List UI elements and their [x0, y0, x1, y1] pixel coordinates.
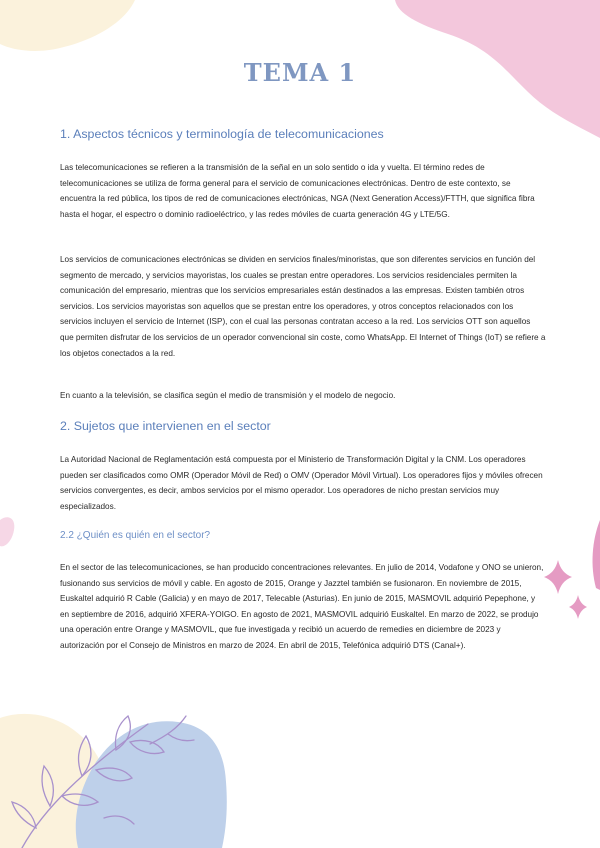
section-1-heading: 1. Aspectos técnicos y terminología de telecomunicaciones — [60, 127, 384, 141]
section-1-paragraph-1: Las telecomunicaciones se refieren a la transmisión de la señal en un solo sentido o ida y vuelta. El término redes de telecomunicaciones se utiliza de forma general para el servicio de comunicaciones electrónicas. Dentro de este contexto, se encuentra la red pública, los tipos de red de comunicaciones electrónicas, NGA (Next Generation Access)/FTTH, que significa fibra hasta el hogar, el espectro o dominio radioeléctrico, y las redes móviles de cuarta generación 4G y LTE/5G. — [60, 163, 535, 219]
section-1-paragraph-3: En cuanto a la televisión, se clasifica según el medio de transmisión y el modelo de negocio. — [60, 391, 396, 400]
section-2-paragraph-1: La Autoridad Nacional de Reglamentación está compuesta por el Ministerio de Transformación Digital y la CNM. Los operadores pueden ser clasificados como OMR (Operador Móvil de Red) o OMV (Operador Móvil Virtual). Los operadores fijos y móviles ofrecen servicios convergentes, es decir, ambos servicios por el mismo operador. Los operadores de nicho prestan servicios muy especializados. — [60, 455, 543, 511]
section-2-2-paragraph-1: En el sector de las telecomunicaciones, se han producido concentraciones relevantes. En julio de 2014, Vodafone y ONO se unieron, fusionando sus servicios de móvil y cable. En agosto de 2015, Orange y Jazztel también se fusionaron. En noviembre de 2015, Euskaltel adquirió R Cable (Galicia) y en mayo de 2017, Telecable (Asturias). En junio de 2015, MASMOVIL adquirió Pepephone, y en septiembre de 2016, adquirió XFERA-YOIGO. En agosto de 2021, MASMOVIL adquirió Euskaltel. En marzo de 2022, se produjo una operación entre Orange y MASMOVIL, que fue investigada y recibió un acuerdo de remedies en diciembre de 2023 y autorización por el Consejo de Ministros en marzo de 2024. En abril de 2015, Telefónica adquirió DTS (Canal+). — [60, 563, 544, 650]
section-1-paragraph-2: Los servicios de comunicaciones electrónicas se dividen en servicios finales/minoristas, que son diferentes servicios en función del segmento de mercado, y servicios mayoristas, los cuales se prestan entre operadores. Los servicios residenciales permiten la comunicación del empresario, mientras que los servicios empresariales están destinados a las empresas. Existen también otros servicios. Los servicios mayoristas son aquellos que se prestan entre los operadores, y otros conceptos relacionados con los servicios incluyen el servicio de Internet (ISP), con el cual las personas contratan acceso a la red. Los servicios OTT son aquellos que permiten disfrutar de los servicios de un operador convencional sin coste, como WhatsApp. El Internet of Things (IoT) se refiere a los objetos conectados a la red. — [60, 255, 546, 358]
section-2-2-heading: 2.2 ¿Quién es quién en el sector? — [60, 530, 211, 541]
document-title: TEMA 1 — [243, 58, 357, 87]
section-2-heading: 2. Sujetos que intervienen en el sector — [60, 419, 271, 433]
